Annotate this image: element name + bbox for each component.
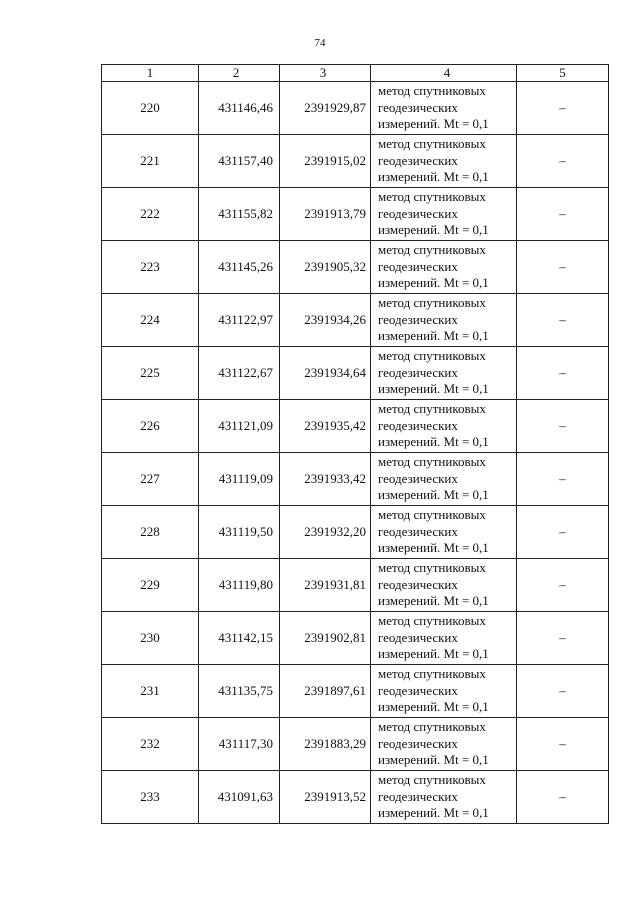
- method-cell: [371, 718, 517, 771]
- method-line-1: метод спутниковых: [378, 719, 486, 735]
- method-cell: [371, 241, 517, 294]
- header-col-4: 4: [371, 65, 517, 82]
- method-line-3: измерений. Mt = 0,1: [378, 805, 489, 821]
- method-line-3: измерений. Mt = 0,1: [378, 381, 489, 397]
- point-number-cell: 227: [102, 453, 199, 506]
- method-cell: [371, 771, 517, 824]
- note-cell: –: [517, 294, 609, 347]
- method-line-2: геодезических: [378, 417, 458, 433]
- table-body: [102, 82, 609, 824]
- table-row: [102, 188, 609, 241]
- method-cell: [371, 294, 517, 347]
- method-line-1: метод спутниковых: [378, 242, 486, 258]
- method-line-1: метод спутниковых: [378, 560, 486, 576]
- point-number-cell: 232: [102, 718, 199, 771]
- x-coordinate-cell: 431119,80: [199, 559, 280, 612]
- table-row: [102, 771, 609, 824]
- method-line-2: геодезических: [378, 311, 458, 327]
- method-line-2: геодезических: [378, 470, 458, 486]
- method-cell: [371, 506, 517, 559]
- note-cell: –: [517, 188, 609, 241]
- x-coordinate-cell: 431122,97: [199, 294, 280, 347]
- method-cell: [371, 559, 517, 612]
- method-line-1: метод спутниковых: [378, 348, 486, 364]
- method-cell: [371, 188, 517, 241]
- method-line-1: метод спутниковых: [378, 613, 486, 629]
- table-row: [102, 82, 609, 135]
- y-coordinate-cell: 2391913,52: [280, 771, 371, 824]
- method-line-3: измерений. Mt = 0,1: [378, 169, 489, 185]
- table-row: [102, 453, 609, 506]
- y-coordinate-cell: 2391935,42: [280, 400, 371, 453]
- method-line-2: геодезических: [378, 682, 458, 698]
- point-number-cell: 229: [102, 559, 199, 612]
- header-col-5: 5: [517, 65, 609, 82]
- method-line-2: геодезических: [378, 364, 458, 380]
- method-line-3: измерений. Mt = 0,1: [378, 434, 489, 450]
- method-line-2: геодезических: [378, 735, 458, 751]
- method-line-1: метод спутниковых: [378, 295, 486, 311]
- method-line-2: геодезических: [378, 205, 458, 221]
- method-cell: [371, 665, 517, 718]
- method-line-2: геодезических: [378, 152, 458, 168]
- method-line-3: измерений. Mt = 0,1: [378, 487, 489, 503]
- table-row: [102, 294, 609, 347]
- method-line-3: измерений. Mt = 0,1: [378, 699, 489, 715]
- point-number-cell: 233: [102, 771, 199, 824]
- method-line-3: измерений. Mt = 0,1: [378, 328, 489, 344]
- method-line-1: метод спутниковых: [378, 454, 486, 470]
- method-line-1: метод спутниковых: [378, 189, 486, 205]
- method-line-2: геодезических: [378, 788, 458, 804]
- method-line-2: геодезических: [378, 523, 458, 539]
- y-coordinate-cell: 2391883,29: [280, 718, 371, 771]
- method-line-2: геодезических: [378, 629, 458, 645]
- note-cell: –: [517, 453, 609, 506]
- y-coordinate-cell: 2391934,64: [280, 347, 371, 400]
- method-line-3: измерений. Mt = 0,1: [378, 593, 489, 609]
- note-cell: –: [517, 718, 609, 771]
- table-row: [102, 665, 609, 718]
- note-cell: –: [517, 135, 609, 188]
- method-line-3: измерений. Mt = 0,1: [378, 646, 489, 662]
- method-line-1: метод спутниковых: [378, 83, 486, 99]
- y-coordinate-cell: 2391902,81: [280, 612, 371, 665]
- y-coordinate-cell: 2391913,79: [280, 188, 371, 241]
- method-cell: [371, 82, 517, 135]
- x-coordinate-cell: 431091,63: [199, 771, 280, 824]
- method-cell: [371, 612, 517, 665]
- page-number: 74: [314, 37, 326, 49]
- method-line-1: метод спутниковых: [378, 772, 486, 788]
- y-coordinate-cell: 2391933,42: [280, 453, 371, 506]
- method-line-1: метод спутниковых: [378, 136, 486, 152]
- table-row: [102, 135, 609, 188]
- table-row: [102, 241, 609, 294]
- table-row: [102, 612, 609, 665]
- coordinates-table: [101, 64, 609, 824]
- header-col-2: 2: [199, 65, 280, 82]
- note-cell: –: [517, 665, 609, 718]
- method-line-3: измерений. Mt = 0,1: [378, 275, 489, 291]
- method-line-2: геодезических: [378, 99, 458, 115]
- note-cell: –: [517, 771, 609, 824]
- method-line-1: метод спутниковых: [378, 666, 486, 682]
- x-coordinate-cell: 431119,50: [199, 506, 280, 559]
- point-number-cell: 220: [102, 82, 199, 135]
- point-number-cell: 230: [102, 612, 199, 665]
- point-number-cell: 231: [102, 665, 199, 718]
- header-col-3: 3: [280, 65, 371, 82]
- table-row: [102, 718, 609, 771]
- note-cell: –: [517, 559, 609, 612]
- point-number-cell: 222: [102, 188, 199, 241]
- note-cell: –: [517, 347, 609, 400]
- method-line-1: метод спутниковых: [378, 401, 486, 417]
- method-cell: [371, 135, 517, 188]
- note-cell: –: [517, 612, 609, 665]
- y-coordinate-cell: 2391932,20: [280, 506, 371, 559]
- note-cell: –: [517, 506, 609, 559]
- method-line-3: измерений. Mt = 0,1: [378, 222, 489, 238]
- y-coordinate-cell: 2391929,87: [280, 82, 371, 135]
- x-coordinate-cell: 431146,46: [199, 82, 280, 135]
- table-row: [102, 347, 609, 400]
- y-coordinate-cell: 2391931,81: [280, 559, 371, 612]
- point-number-cell: 221: [102, 135, 199, 188]
- header-col-1: 1: [102, 65, 199, 82]
- note-cell: –: [517, 82, 609, 135]
- point-number-cell: 228: [102, 506, 199, 559]
- y-coordinate-cell: 2391897,61: [280, 665, 371, 718]
- x-coordinate-cell: 431135,75: [199, 665, 280, 718]
- x-coordinate-cell: 431121,09: [199, 400, 280, 453]
- method-line-2: геодезических: [378, 576, 458, 592]
- x-coordinate-cell: 431145,26: [199, 241, 280, 294]
- y-coordinate-cell: 2391915,02: [280, 135, 371, 188]
- x-coordinate-cell: 431122,67: [199, 347, 280, 400]
- y-coordinate-cell: 2391905,32: [280, 241, 371, 294]
- x-coordinate-cell: 431155,82: [199, 188, 280, 241]
- table-row: [102, 506, 609, 559]
- method-line-3: измерений. Mt = 0,1: [378, 752, 489, 768]
- point-number-cell: 225: [102, 347, 199, 400]
- point-number-cell: 226: [102, 400, 199, 453]
- method-line-3: измерений. Mt = 0,1: [378, 540, 489, 556]
- point-number-cell: 224: [102, 294, 199, 347]
- table-row: [102, 400, 609, 453]
- table-row: [102, 559, 609, 612]
- method-line-1: метод спутниковых: [378, 507, 486, 523]
- method-line-3: измерений. Mt = 0,1: [378, 116, 489, 132]
- point-number-cell: 223: [102, 241, 199, 294]
- x-coordinate-cell: 431119,09: [199, 453, 280, 506]
- x-coordinate-cell: 431117,30: [199, 718, 280, 771]
- method-line-2: геодезических: [378, 258, 458, 274]
- note-cell: –: [517, 241, 609, 294]
- method-cell: [371, 400, 517, 453]
- method-cell: [371, 347, 517, 400]
- note-cell: –: [517, 400, 609, 453]
- table-header: [102, 65, 609, 82]
- x-coordinate-cell: 431142,15: [199, 612, 280, 665]
- x-coordinate-cell: 431157,40: [199, 135, 280, 188]
- header-row: [102, 65, 609, 82]
- y-coordinate-cell: 2391934,26: [280, 294, 371, 347]
- method-cell: [371, 453, 517, 506]
